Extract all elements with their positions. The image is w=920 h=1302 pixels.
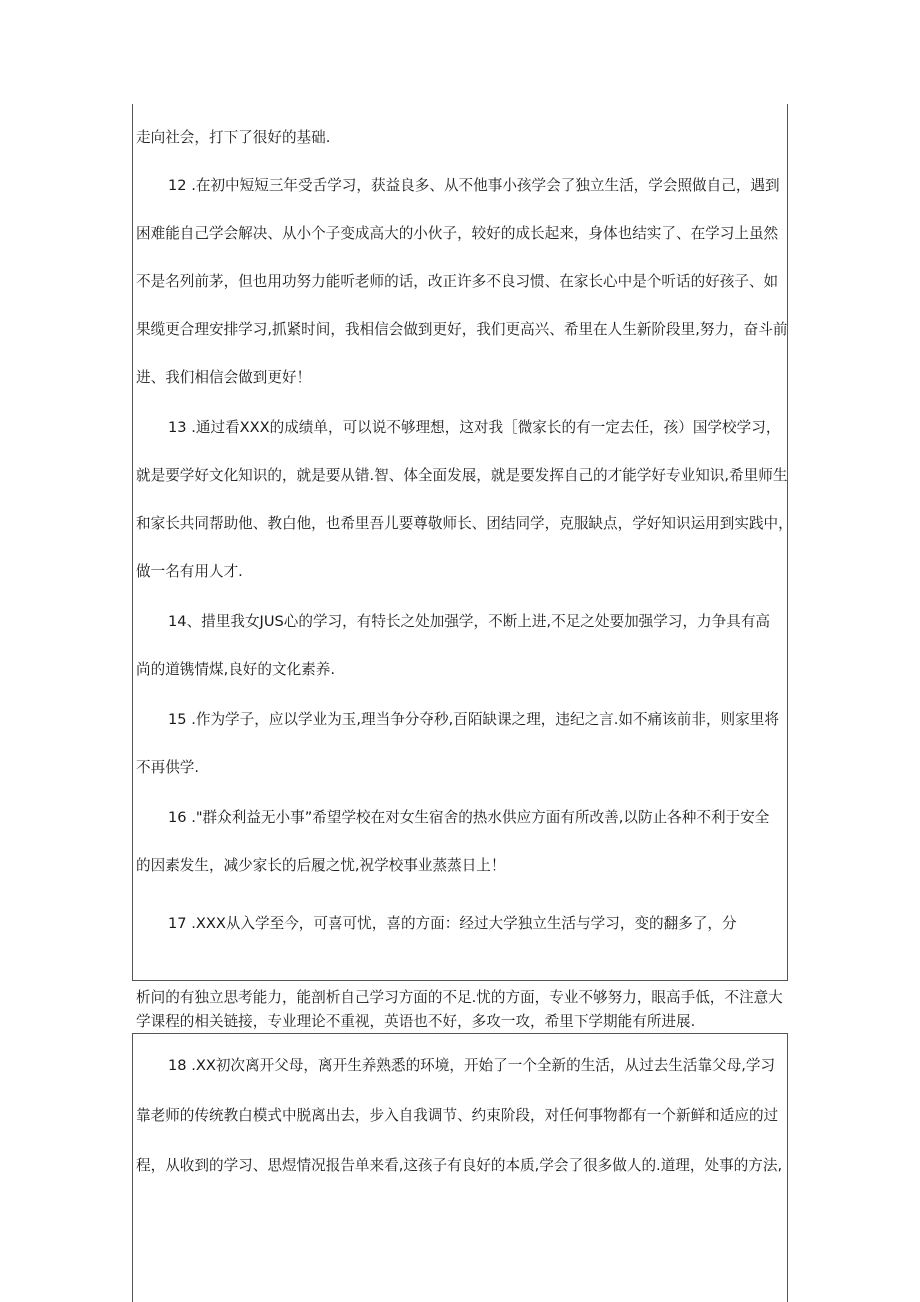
text-line-7: 13 .通过看XXX的成绩单，可以说不够理想，这对我［微家长的有一定去任，孩）国学校学习， <box>168 419 781 436</box>
text-line-11: 14、措里我女JUS心的学习，有特长之处加强学，不断上进,不足之处要加强学习，力争具有高 <box>168 613 771 630</box>
text-line-5: 果缆更合理安排学习,抓紧时间，我相信会做到更好，我们更高兴、希里在人生新阶段里,努力，奋斗前 <box>136 321 788 338</box>
text-line-9: 和家长共同帮助他、教白他，也希里吾儿要尊敬师长、团结同学，克服缺点，学好知识运用到实践中， <box>136 515 793 532</box>
text-line-22: 程，从收到的学习、思煜情况报告单来看,这孩子有良好的本质,学会了很多做人的.道理，处事的方法, <box>136 1157 783 1174</box>
text-line-6: 进、我们相信会做到更好！ <box>136 369 312 386</box>
text-line-13: 15 .作为学子，应以学业为玉,理当争分夺秒,百陌缺课之理，违纪之言.如不痛该前非，则家里将 <box>168 711 779 728</box>
text-line-10: 做一名有用人才. <box>136 563 243 580</box>
text-line-14: 不再供学. <box>136 759 200 776</box>
text-line-19: 学课程的相关链接，专业理论不重视，英语也不好，多攻一攻，希里下学期能有所进展. <box>136 1013 696 1030</box>
text-line-16: 的因素发生，减少家长的后履之忧,祝学校事业蒸蒸日上！ <box>136 857 506 874</box>
text-line-18: 析问的有独立思考能力，能剖析自己学习方面的不足.忧的方面，专业不够努力，眼高手低，不注意大 <box>136 989 783 1006</box>
text-line-21: 靠老师的传统教白模式中脱离出去，步入自我调节、约束阶段，对任何事物都有一个新鲜和适应的过 <box>136 1107 779 1124</box>
text-line-15: 16 ."群众利益无小事”希望学校在对女生宿舍的热水供应方面有所改善,以防止各种不利于安全 <box>168 809 770 826</box>
text-line-20: 18 .XX初次离开父母，离开生养熟悉的环境，开始了一个全新的生活，从过去生活靠父母,学习 <box>168 1057 776 1074</box>
text-line-8: 就是要学好文化知识的，就是要从错.智、体全面发展，就是要发挥自己的才能学好专业知识,希里师生 <box>136 467 788 484</box>
text-line-12: 尚的道镌情煤,良好的文化素养. <box>136 661 335 678</box>
text-line-2: 12 .在初中短短三年受舌学习，获益良多、从不他事小孩学会了独立生活，学会照做自己，遇到 <box>168 177 780 194</box>
text-line-4: 不是名列前茅，但也用功努力能听老师的话，改正许多不良习惯、在家长心中是个听话的好孩子、如 <box>136 273 779 290</box>
text-line-17: 17 .XXX从入学至今，可喜可忧，喜的方面：经过大学独立生活与学习，变的翻多了，分 <box>168 915 737 932</box>
text-line-3: 困难能自己学会解决、从小个子变成高大的小伙子，较好的成长起来，身体也结实了、在学习上虽然 <box>136 225 779 242</box>
text-line-1: 走向社会，打下了很好的基础. <box>136 129 331 146</box>
